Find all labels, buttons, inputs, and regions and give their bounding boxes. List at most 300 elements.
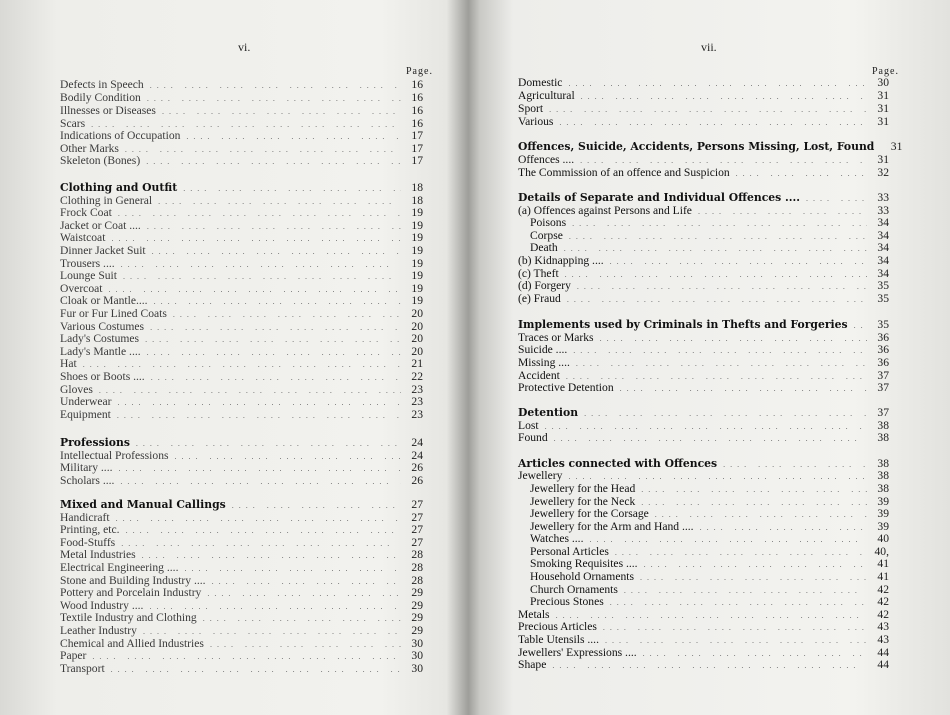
dot-leader: [178, 564, 401, 573]
entry-page-number: 17: [411, 129, 423, 142]
dot-leader: [177, 184, 401, 193]
dot-leader: [637, 649, 867, 658]
entry-title: (b) Kidnapping ....: [518, 254, 604, 267]
entry-page-number: 23: [411, 408, 423, 421]
dot-leader: [649, 510, 867, 519]
entry-page-number: 20: [411, 345, 423, 358]
dot-leader: [146, 247, 401, 256]
entry-title: Implements used by Criminals in Thefts and Forgeries: [518, 318, 848, 331]
index-entry: [60, 244, 423, 257]
dot-leader: [561, 295, 867, 304]
index-section-heading: [60, 181, 423, 194]
index-entry: [60, 624, 423, 637]
entry-title: Paper: [60, 649, 87, 662]
entry-title: Detention: [518, 406, 579, 419]
index-entry: [530, 532, 889, 545]
index-entry: [518, 254, 889, 267]
dot-leader: [562, 79, 867, 88]
entry-page-number: 39: [877, 520, 889, 533]
index-entry: [518, 658, 889, 671]
entry-page-number: 16: [411, 117, 423, 130]
entry-page-number: 31: [877, 115, 889, 128]
entry-page-number: 19: [411, 244, 423, 257]
entry-page-number: 37: [877, 406, 889, 419]
dot-leader: [141, 348, 401, 357]
index-entry: [518, 102, 889, 115]
entry-title: Stone and Building Industry ....: [60, 574, 206, 587]
dot-leader: [638, 560, 867, 569]
index-entry: [518, 381, 889, 394]
entry-page-number: 34: [877, 229, 889, 242]
entry-page-number: 23: [411, 395, 423, 408]
entry-title: Domestic: [518, 76, 563, 89]
page-number: vii.: [701, 40, 717, 54]
entry-title: Jacket or Coat ....: [60, 219, 141, 232]
entry-title: Suicide ....: [518, 343, 568, 356]
entry-page-number: 31: [877, 89, 889, 102]
entry-title: Shape: [518, 658, 547, 671]
entry-title: Corpse: [530, 229, 563, 242]
entry-title: Dinner Jacket Suit: [60, 244, 146, 257]
entry-page-number: 30: [411, 662, 423, 675]
entry-page-number: 43: [877, 633, 889, 646]
dot-leader: [604, 598, 867, 607]
entry-page-number: 33: [877, 204, 889, 217]
entry-page-number: 44: [877, 658, 889, 671]
entry-title: Equipment: [60, 408, 111, 421]
entry-page-number: 37: [877, 381, 889, 394]
entry-title: Gloves: [60, 383, 93, 396]
index-entry: [518, 620, 889, 633]
dot-leader: [141, 222, 401, 231]
entry-title: Jewellery for the Corsage: [530, 507, 649, 520]
entry-page-number: 34: [877, 216, 889, 229]
entry-page-number: 38: [877, 419, 889, 432]
entry-title: (d) Forgery: [518, 279, 571, 292]
dot-leader: [117, 272, 401, 281]
index-entry: [60, 357, 423, 370]
dot-leader: [169, 452, 401, 461]
entry-page-number: 17: [411, 154, 423, 167]
dot-leader: [609, 548, 867, 557]
entry-title: Jewellery: [518, 469, 563, 482]
index-entry: [530, 595, 889, 608]
entry-title: Fur or Fur Lined Coats: [60, 307, 167, 320]
entry-title: Lady's Mantle ....: [60, 345, 141, 358]
entry-page-number: 38: [877, 457, 889, 470]
dot-leader: [717, 460, 867, 469]
right-page: [480, 0, 950, 715]
entry-page-number: 18: [411, 194, 423, 207]
entry-page-number: 41: [877, 570, 889, 583]
index-entry: [530, 570, 889, 583]
entry-page-number: 42: [877, 595, 889, 608]
index-entry: [60, 474, 423, 487]
dot-leader: [144, 323, 401, 332]
dot-leader: [548, 434, 867, 443]
index-entry: [60, 129, 423, 142]
dot-leader: [137, 627, 401, 636]
entry-title: Various: [518, 115, 554, 128]
entry-title: Clothing and Outfit: [60, 181, 178, 194]
dot-leader: [553, 118, 867, 127]
entry-page-number: 33: [877, 191, 889, 204]
index-entry: [60, 662, 423, 675]
entry-page-number: 36: [877, 356, 889, 369]
entry-page-number: 24: [411, 436, 423, 449]
entry-title: Watches ....: [530, 532, 584, 545]
entry-page-number: 21: [411, 357, 423, 370]
dot-leader: [614, 384, 867, 393]
index-entry: [530, 216, 889, 229]
dot-leader: [634, 573, 867, 582]
dot-leader: [574, 156, 867, 165]
dot-leader: [148, 297, 401, 306]
dot-leader: [694, 523, 867, 532]
entry-title: Cloak or Mantle....: [60, 294, 148, 307]
dot-leader: [618, 586, 867, 595]
index-entry: [60, 561, 423, 574]
index-entry: [530, 482, 889, 495]
index-entry: [60, 523, 423, 536]
dot-leader: [570, 359, 867, 368]
index-entry: [60, 649, 423, 662]
dot-leader: [226, 501, 401, 510]
entry-page-number: 40: [877, 532, 889, 545]
entry-page-number: 38: [877, 431, 889, 444]
entry-page-number: 22: [411, 370, 423, 383]
index-entry: [518, 343, 889, 356]
entry-title: (a) Offences against Persons and Life: [518, 204, 692, 217]
entry-title: Lost: [518, 419, 539, 432]
dot-leader: [604, 257, 867, 266]
entry-title: Metal Industries: [60, 548, 136, 561]
entry-title: Wood Industry ....: [60, 599, 144, 612]
entry-page-number: 16: [411, 104, 423, 117]
index-entry: [518, 469, 889, 482]
entry-page-number: 43: [877, 620, 889, 633]
entry-title: Precious Articles: [518, 620, 597, 633]
entry-title: Missing ....: [518, 356, 570, 369]
index-entry: [60, 408, 423, 421]
index-entry: [60, 104, 423, 117]
index-section-heading: [518, 318, 889, 331]
entry-page-number: 28: [411, 548, 423, 561]
entry-page-number: 39: [877, 495, 889, 508]
entry-page-number: 20: [411, 307, 423, 320]
entry-title: Death: [530, 241, 558, 254]
dot-leader: [800, 194, 867, 203]
entry-title: Bodily Condition: [60, 91, 141, 104]
entry-page-number: 37: [877, 369, 889, 382]
index-entry: [518, 166, 889, 179]
entry-title: Jewellery for the Head: [530, 482, 636, 495]
entry-page-number: 18: [411, 181, 423, 194]
dot-leader: [571, 282, 867, 291]
dot-leader: [130, 439, 401, 448]
entry-page-number: 29: [411, 611, 423, 624]
entry-title: Hat: [60, 357, 77, 370]
entry-page-number: 19: [411, 219, 423, 232]
dot-leader: [566, 219, 867, 228]
dot-leader: [115, 539, 401, 548]
dot-leader: [730, 169, 867, 178]
entry-title: Offences, Suicide, Accidents, Persons Missing, Lost, Found: [518, 140, 875, 153]
entry-page-number: 19: [411, 206, 423, 219]
entry-page-number: 32: [877, 166, 889, 179]
index-entry: [518, 292, 889, 305]
dot-leader: [201, 589, 401, 598]
index-entry: [60, 231, 423, 244]
dot-leader: [635, 498, 867, 507]
entry-title: Poisons: [530, 216, 567, 229]
entry-title: Protective Detention: [518, 381, 614, 394]
entry-page-number: 42: [877, 608, 889, 621]
entry-title: Military ....: [60, 461, 113, 474]
entry-title: Chemical and Allied Industries: [60, 637, 204, 650]
dot-leader: [112, 398, 402, 407]
entry-title: Transport: [60, 662, 105, 675]
entry-title: Sport: [518, 102, 544, 115]
entry-page-number: 29: [411, 624, 423, 637]
entry-title: Mixed and Manual Callings: [60, 498, 226, 511]
entry-title: Indications of Occupation: [60, 129, 181, 142]
dot-leader: [152, 197, 401, 206]
entry-page-number: 28: [411, 561, 423, 574]
entry-page-number: 36: [877, 343, 889, 356]
entry-title: Underwear: [60, 395, 112, 408]
entry-page-number: 27: [411, 498, 423, 511]
entry-title: Scars: [60, 117, 86, 130]
entry-page-number: 36: [877, 331, 889, 344]
left-page: [0, 0, 468, 715]
dot-leader: [206, 577, 401, 586]
dot-leader: [105, 665, 401, 674]
index-entry: [518, 115, 889, 128]
index-section-heading: [518, 191, 889, 204]
dot-leader: [578, 409, 867, 418]
entry-title: The Commission of an offence and Suspicion: [518, 166, 730, 179]
dot-leader: [93, 386, 401, 395]
index-entry: [518, 356, 889, 369]
entry-page-number: 40,: [874, 545, 889, 558]
dot-leader: [113, 464, 402, 473]
entry-title: Metals: [518, 608, 550, 621]
entry-title: Handicraft: [60, 511, 110, 524]
entry-page-number: 31: [877, 153, 889, 166]
entry-title: (e) Fraud: [518, 292, 561, 305]
entry-title: Other Marks: [60, 142, 119, 155]
index-entry: [60, 332, 423, 345]
dot-leader: [139, 335, 401, 344]
entry-page-number: 30: [411, 649, 423, 662]
dot-leader: [559, 270, 867, 279]
dot-leader: [86, 652, 401, 661]
index-entry: [518, 431, 889, 444]
dot-leader: [546, 661, 867, 670]
dot-leader: [145, 373, 401, 382]
entry-page-number: 30: [877, 76, 889, 89]
entry-title: Shoes or Boots ....: [60, 370, 145, 383]
entry-page-number: 16: [411, 78, 423, 91]
entry-page-number: 19: [411, 269, 423, 282]
dot-leader: [105, 234, 401, 243]
entry-page-number: 19: [411, 257, 423, 270]
entry-page-number: 30: [411, 637, 423, 650]
index-entry: [60, 307, 423, 320]
entry-title: Electrical Engineering ....: [60, 561, 179, 574]
dot-leader: [567, 346, 867, 355]
dot-leader: [562, 472, 867, 481]
entry-title: Precious Stones: [530, 595, 604, 608]
entry-title: Personal Articles: [530, 545, 609, 558]
dot-leader: [583, 535, 867, 544]
entry-title: Accident: [518, 369, 560, 382]
dot-leader: [539, 422, 867, 431]
entry-title: Lounge Suit: [60, 269, 118, 282]
dot-leader: [597, 623, 867, 632]
entry-page-number: 38: [877, 482, 889, 495]
entry-page-number: 19: [411, 282, 423, 295]
dot-leader: [550, 611, 867, 620]
index-entry: [60, 461, 423, 474]
dot-leader: [144, 81, 401, 90]
index-entry: [60, 395, 423, 408]
entry-title: Intellectual Professions: [60, 449, 169, 462]
entry-title: Overcoat: [60, 282, 103, 295]
entry-page-number: 19: [411, 231, 423, 244]
dot-leader: [136, 551, 401, 560]
dot-leader: [114, 477, 401, 486]
index-entry: [518, 153, 889, 166]
entry-page-number: 27: [411, 511, 423, 524]
entry-page-number: 27: [411, 536, 423, 549]
entry-page-number: 31: [877, 102, 889, 115]
dot-leader: [141, 94, 401, 103]
index-entry: [60, 294, 423, 307]
dot-leader: [599, 636, 867, 645]
index-entry: [60, 91, 423, 104]
index-entry: [60, 269, 423, 282]
entry-title: Textile Industry and Clothing: [60, 611, 197, 624]
dot-leader: [575, 92, 867, 101]
entry-title: Illnesses or Diseases: [60, 104, 156, 117]
page-column-header: Page.: [406, 66, 433, 77]
dot-leader: [558, 244, 867, 253]
entry-title: Food-Stuffs: [60, 536, 116, 549]
dot-leader: [140, 157, 401, 166]
index-section-heading: [60, 436, 423, 449]
entry-page-number: 35: [877, 279, 889, 292]
entry-title: Jewellery for the Arm and Hand ....: [530, 520, 694, 533]
index-entries: [480, 0, 950, 715]
entry-page-number: 34: [877, 267, 889, 280]
entry-page-number: 29: [411, 586, 423, 599]
entry-page-number: 29: [411, 599, 423, 612]
entry-title: Lady's Costumes: [60, 332, 140, 345]
entry-page-number: 42: [877, 583, 889, 596]
page-number: vi.: [238, 40, 251, 54]
entry-title: Pottery and Porcelain Industry: [60, 586, 202, 599]
dot-leader: [115, 260, 401, 269]
dot-leader: [563, 232, 867, 241]
entry-page-number: 24: [411, 449, 423, 462]
index-entries: [0, 0, 468, 715]
index-entry: [518, 76, 889, 89]
entry-title: Found: [518, 431, 548, 444]
index-section-heading: [518, 140, 903, 153]
dot-leader: [180, 132, 401, 141]
dot-leader: [112, 209, 401, 218]
dot-leader: [85, 120, 401, 129]
index-entry: [518, 89, 889, 102]
entry-page-number: 31: [890, 140, 903, 153]
index-entry: [60, 206, 423, 219]
index-entry: [60, 586, 423, 599]
entry-page-number: 20: [411, 320, 423, 333]
entry-page-number: 19: [411, 294, 423, 307]
index-entry: [518, 633, 889, 646]
dot-leader: [156, 107, 401, 116]
page-column-header: Page.: [872, 66, 899, 77]
entry-title: Waistcoat: [60, 231, 106, 244]
entry-title: Professions: [60, 436, 130, 449]
entry-title: Trousers ....: [60, 257, 115, 270]
entry-title: Skeleton (Bones): [60, 154, 141, 167]
entry-page-number: 28: [411, 574, 423, 587]
entry-page-number: 39: [877, 507, 889, 520]
entry-page-number: 26: [411, 461, 423, 474]
dot-leader: [848, 321, 867, 330]
entry-title: Clothing in General: [60, 194, 153, 207]
dot-leader: [594, 334, 867, 343]
entry-page-number: 41: [877, 557, 889, 570]
index-entry: [60, 78, 423, 91]
index-entry: [60, 548, 423, 561]
index-entry: [518, 279, 889, 292]
entry-title: Scholars ....: [60, 474, 115, 487]
entry-title: Agricultural: [518, 89, 575, 102]
entry-page-number: 34: [877, 241, 889, 254]
entry-page-number: 23: [411, 383, 423, 396]
entry-title: Various Costumes: [60, 320, 145, 333]
entry-title: Jewellery for the Neck: [530, 495, 636, 508]
index-section-heading: [60, 498, 423, 511]
entry-title: Smoking Requisites ....: [530, 557, 638, 570]
entry-title: Defects in Speech: [60, 78, 144, 91]
entry-title: Table Utensils ....: [518, 633, 599, 646]
entry-page-number: 17: [411, 142, 423, 155]
index-entry: [530, 507, 889, 520]
entry-title: Articles connected with Offences: [518, 457, 718, 470]
dot-leader: [692, 207, 867, 216]
dot-leader: [119, 145, 401, 154]
entry-page-number: 26: [411, 474, 423, 487]
index-section-heading: [518, 406, 889, 419]
dot-leader: [111, 411, 401, 420]
dot-leader: [103, 285, 402, 294]
dot-leader: [110, 514, 401, 523]
index-entry: [60, 370, 423, 383]
entry-title: Church Ornaments: [530, 583, 618, 596]
entry-page-number: 27: [411, 523, 423, 536]
entry-page-number: 35: [877, 318, 889, 331]
index-entry: [60, 154, 423, 167]
entry-title: Offences ....: [518, 153, 575, 166]
entry-title: Household Ornaments: [530, 570, 635, 583]
index-entry: [530, 557, 889, 570]
entry-page-number: 44: [877, 646, 889, 659]
